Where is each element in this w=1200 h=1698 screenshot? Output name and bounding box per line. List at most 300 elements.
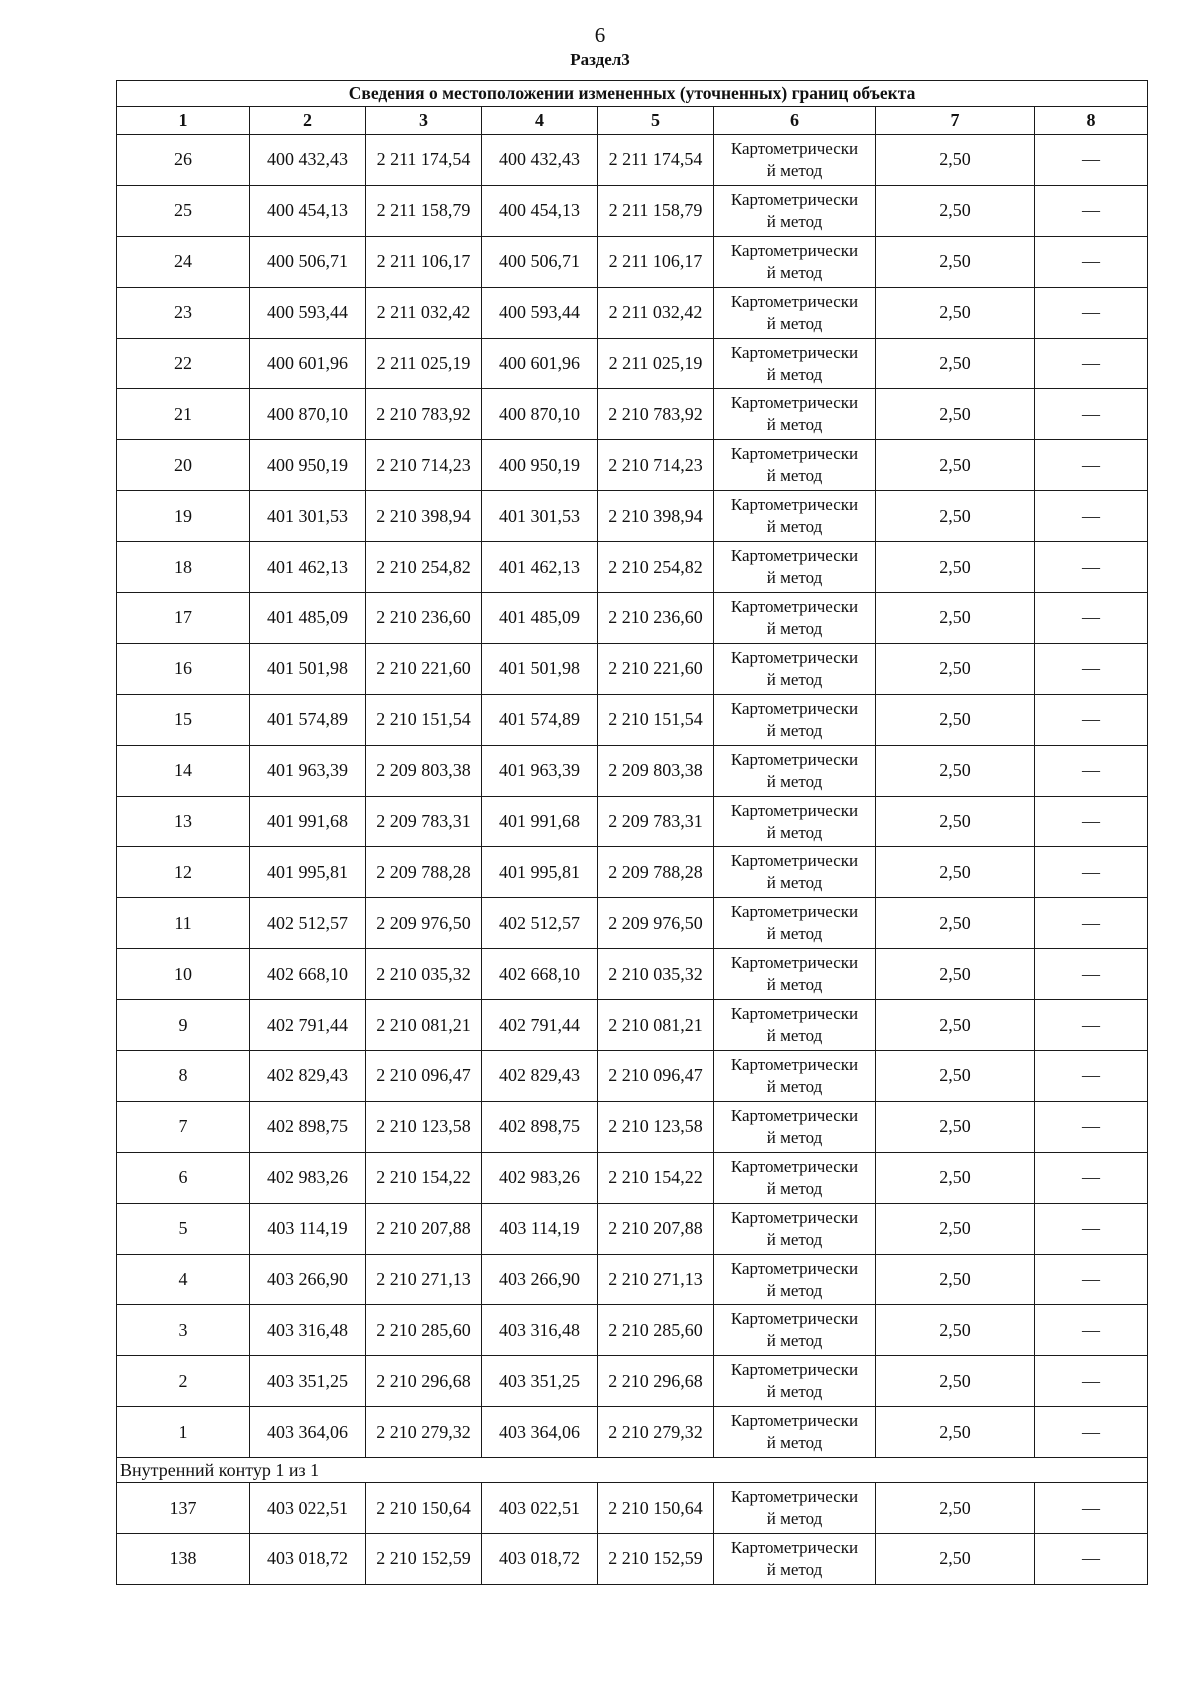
x-new-cell: 403 351,25: [482, 1356, 598, 1407]
table-row: [117, 643, 1148, 694]
y-old-cell: 2 209 803,38: [366, 745, 482, 796]
accuracy-cell: 2,50: [876, 185, 1035, 236]
description-cell: —: [1035, 593, 1148, 644]
y-new-cell: 2 211 106,17: [598, 236, 714, 287]
method-line: й метод: [766, 924, 823, 944]
y-new-cell: 2 209 803,38: [598, 745, 714, 796]
description-cell: —: [1035, 1534, 1148, 1585]
method-line: й метод: [766, 466, 823, 486]
description-cell: —: [1035, 338, 1148, 389]
x-old-cell: 400 506,71: [250, 236, 366, 287]
table-row: [117, 1000, 1148, 1051]
description-cell: —: [1035, 1483, 1148, 1534]
method-cell: [714, 949, 876, 1000]
y-old-cell: 2 210 221,60: [366, 643, 482, 694]
point-number-cell: 12: [117, 847, 250, 898]
method-line: й метод: [766, 568, 823, 588]
y-new-cell: 2 210 123,58: [598, 1101, 714, 1152]
table-row: [117, 1407, 1148, 1458]
point-number-cell: 7: [117, 1101, 250, 1152]
method-cell: [714, 745, 876, 796]
method-line: Картометрически: [730, 189, 859, 209]
table-row: [117, 1152, 1148, 1203]
description-cell: —: [1035, 1203, 1148, 1254]
method-line: й метод: [766, 771, 823, 791]
point-number-cell: 137: [117, 1483, 250, 1534]
x-new-cell: 403 114,19: [482, 1203, 598, 1254]
x-new-cell: 400 432,43: [482, 135, 598, 186]
method-line: Картометрически: [730, 393, 859, 413]
method-line: й метод: [766, 211, 823, 231]
method-cell: [714, 1203, 876, 1254]
method-line: Картометрически: [730, 1207, 859, 1227]
y-new-cell: 2 210 783,92: [598, 389, 714, 440]
y-new-cell: 2 210 285,60: [598, 1305, 714, 1356]
column-number: 6: [714, 107, 876, 135]
method-line: й метод: [766, 975, 823, 995]
accuracy-cell: 2,50: [876, 745, 1035, 796]
table-row: [117, 440, 1148, 491]
accuracy-cell: 2,50: [876, 796, 1035, 847]
y-new-cell: 2 210 096,47: [598, 1051, 714, 1102]
x-old-cell: 403 316,48: [250, 1305, 366, 1356]
x-old-cell: 400 950,19: [250, 440, 366, 491]
point-number-cell: 16: [117, 643, 250, 694]
y-old-cell: 2 210 254,82: [366, 542, 482, 593]
method-line: й метод: [766, 160, 823, 180]
x-new-cell: 403 316,48: [482, 1305, 598, 1356]
accuracy-cell: 2,50: [876, 1534, 1035, 1585]
y-old-cell: 2 210 035,32: [366, 949, 482, 1000]
table-row: [117, 694, 1148, 745]
inner-contour-label: Внутренний контур 1 из 1: [117, 1458, 1148, 1483]
y-new-cell: 2 211 158,79: [598, 185, 714, 236]
method-line: й метод: [766, 1026, 823, 1046]
accuracy-cell: 2,50: [876, 898, 1035, 949]
accuracy-cell: 2,50: [876, 694, 1035, 745]
description-cell: —: [1035, 236, 1148, 287]
y-old-cell: 2 210 123,58: [366, 1101, 482, 1152]
method-line: Картометрически: [730, 647, 859, 667]
method-line: Картометрически: [730, 1537, 859, 1557]
x-old-cell: 402 983,26: [250, 1152, 366, 1203]
accuracy-cell: 2,50: [876, 236, 1035, 287]
x-new-cell: 403 018,72: [482, 1534, 598, 1585]
method-cell: [714, 389, 876, 440]
description-cell: —: [1035, 796, 1148, 847]
method-cell: [714, 898, 876, 949]
method-line: Картометрически: [730, 138, 859, 158]
table-row: [117, 1254, 1148, 1305]
method-line: й метод: [766, 1280, 823, 1300]
x-new-cell: 403 022,51: [482, 1483, 598, 1534]
page-number: 6: [594, 23, 606, 47]
x-old-cell: 402 791,44: [250, 1000, 366, 1051]
accuracy-cell: 2,50: [876, 643, 1035, 694]
table-caption: Сведения о местоположении измененных (уточненных) границ объекта: [117, 81, 1148, 107]
table-row: [117, 847, 1148, 898]
description-cell: —: [1035, 847, 1148, 898]
table-row: [117, 542, 1148, 593]
accuracy-cell: 2,50: [876, 491, 1035, 542]
accuracy-cell: 2,50: [876, 1000, 1035, 1051]
table-row: [117, 1356, 1148, 1407]
x-new-cell: 401 485,09: [482, 593, 598, 644]
y-old-cell: 2 211 032,42: [366, 287, 482, 338]
x-new-cell: 402 829,43: [482, 1051, 598, 1102]
x-old-cell: 402 512,57: [250, 898, 366, 949]
accuracy-cell: 2,50: [876, 1305, 1035, 1356]
table-row: [117, 1305, 1148, 1356]
point-number-cell: 8: [117, 1051, 250, 1102]
column-number-row: [117, 107, 1148, 135]
method-cell: [714, 1254, 876, 1305]
description-cell: —: [1035, 1356, 1148, 1407]
method-cell: [714, 491, 876, 542]
method-line: Картометрически: [730, 495, 859, 515]
x-new-cell: 402 983,26: [482, 1152, 598, 1203]
method-line: й метод: [766, 618, 823, 638]
method-line: Картометрически: [730, 342, 859, 362]
point-number-cell: 22: [117, 338, 250, 389]
method-line: й метод: [766, 1229, 823, 1249]
accuracy-cell: 2,50: [876, 1483, 1035, 1534]
method-line: Картометрически: [730, 902, 859, 922]
point-number-cell: 14: [117, 745, 250, 796]
x-new-cell: 401 574,89: [482, 694, 598, 745]
method-line: й метод: [766, 669, 823, 689]
y-new-cell: 2 209 788,28: [598, 847, 714, 898]
y-new-cell: 2 210 236,60: [598, 593, 714, 644]
method-cell: [714, 1407, 876, 1458]
x-old-cell: 403 022,51: [250, 1483, 366, 1534]
y-new-cell: 2 210 207,88: [598, 1203, 714, 1254]
y-new-cell: 2 210 398,94: [598, 491, 714, 542]
x-old-cell: 401 995,81: [250, 847, 366, 898]
y-new-cell: 2 211 025,19: [598, 338, 714, 389]
y-old-cell: 2 210 096,47: [366, 1051, 482, 1102]
table-row: [117, 1483, 1148, 1534]
method-cell: [714, 694, 876, 745]
x-old-cell: 403 018,72: [250, 1534, 366, 1585]
method-cell: [714, 236, 876, 287]
method-line: Картометрически: [730, 749, 859, 769]
x-old-cell: 401 963,39: [250, 745, 366, 796]
method-line: Картометрически: [730, 1487, 859, 1507]
x-old-cell: 401 485,09: [250, 593, 366, 644]
method-line: й метод: [766, 1433, 823, 1453]
point-number-cell: 20: [117, 440, 250, 491]
method-cell: [714, 542, 876, 593]
method-cell: [714, 796, 876, 847]
description-cell: —: [1035, 389, 1148, 440]
accuracy-cell: 2,50: [876, 1356, 1035, 1407]
method-line: й метод: [766, 1127, 823, 1147]
y-old-cell: 2 211 158,79: [366, 185, 482, 236]
method-line: Картометрически: [730, 546, 859, 566]
method-cell: [714, 440, 876, 491]
point-number-cell: 2: [117, 1356, 250, 1407]
description-cell: —: [1035, 1152, 1148, 1203]
accuracy-cell: 2,50: [876, 389, 1035, 440]
method-cell: [714, 1101, 876, 1152]
table-row: [117, 898, 1148, 949]
description-cell: —: [1035, 1254, 1148, 1305]
method-line: Картометрически: [730, 1258, 859, 1278]
y-old-cell: 2 210 296,68: [366, 1356, 482, 1407]
y-new-cell: 2 210 254,82: [598, 542, 714, 593]
accuracy-cell: 2,50: [876, 338, 1035, 389]
method-line: й метод: [766, 1331, 823, 1351]
x-old-cell: 400 601,96: [250, 338, 366, 389]
accuracy-cell: 2,50: [876, 440, 1035, 491]
description-cell: —: [1035, 491, 1148, 542]
description-cell: —: [1035, 1000, 1148, 1051]
method-cell: [714, 593, 876, 644]
table-row: [117, 1534, 1148, 1585]
x-old-cell: 400 870,10: [250, 389, 366, 440]
x-old-cell: 402 898,75: [250, 1101, 366, 1152]
y-old-cell: 2 210 783,92: [366, 389, 482, 440]
x-old-cell: 401 462,13: [250, 542, 366, 593]
x-old-cell: 403 266,90: [250, 1254, 366, 1305]
method-line: Картометрически: [730, 444, 859, 464]
method-line: й метод: [766, 313, 823, 333]
description-cell: —: [1035, 694, 1148, 745]
point-number-cell: 23: [117, 287, 250, 338]
y-old-cell: 2 210 285,60: [366, 1305, 482, 1356]
accuracy-cell: 2,50: [876, 949, 1035, 1000]
method-line: й метод: [766, 720, 823, 740]
method-line: Картометрически: [730, 1156, 859, 1176]
x-new-cell: 401 301,53: [482, 491, 598, 542]
method-line: й метод: [766, 364, 823, 384]
table-row: [117, 745, 1148, 796]
point-number-cell: 9: [117, 1000, 250, 1051]
y-old-cell: 2 210 154,22: [366, 1152, 482, 1203]
method-line: й метод: [766, 517, 823, 537]
x-new-cell: 402 898,75: [482, 1101, 598, 1152]
table-row: [117, 1203, 1148, 1254]
method-cell: [714, 1152, 876, 1203]
description-cell: —: [1035, 949, 1148, 1000]
y-new-cell: 2 210 271,13: [598, 1254, 714, 1305]
method-cell: [714, 1000, 876, 1051]
table-row: [117, 796, 1148, 847]
y-old-cell: 2 211 106,17: [366, 236, 482, 287]
point-number-cell: 26: [117, 135, 250, 186]
method-line: й метод: [766, 1178, 823, 1198]
accuracy-cell: 2,50: [876, 1152, 1035, 1203]
x-old-cell: 402 829,43: [250, 1051, 366, 1102]
y-old-cell: 2 210 150,64: [366, 1483, 482, 1534]
column-number: 5: [598, 107, 714, 135]
method-line: Картометрически: [730, 1411, 859, 1431]
x-old-cell: 401 501,98: [250, 643, 366, 694]
method-line: Картометрически: [730, 1105, 859, 1125]
method-line: й метод: [766, 262, 823, 282]
x-old-cell: 403 114,19: [250, 1203, 366, 1254]
y-old-cell: 2 210 081,21: [366, 1000, 482, 1051]
method-cell: [714, 1305, 876, 1356]
column-number: 2: [250, 107, 366, 135]
table-row: [117, 1051, 1148, 1102]
x-new-cell: 401 991,68: [482, 796, 598, 847]
description-cell: —: [1035, 287, 1148, 338]
point-number-cell: 6: [117, 1152, 250, 1203]
x-old-cell: 402 668,10: [250, 949, 366, 1000]
x-new-cell: 402 512,57: [482, 898, 598, 949]
y-old-cell: 2 210 279,32: [366, 1407, 482, 1458]
method-line: й метод: [766, 1509, 823, 1529]
description-cell: —: [1035, 643, 1148, 694]
inner-contour-row: [117, 1458, 1148, 1483]
method-cell: [714, 1356, 876, 1407]
x-new-cell: 400 454,13: [482, 185, 598, 236]
boundary-coordinates-table: [116, 80, 1148, 1585]
y-new-cell: 2 210 296,68: [598, 1356, 714, 1407]
description-cell: —: [1035, 185, 1148, 236]
accuracy-cell: 2,50: [876, 847, 1035, 898]
method-cell: [714, 338, 876, 389]
y-new-cell: 2 210 154,22: [598, 1152, 714, 1203]
point-number-cell: 24: [117, 236, 250, 287]
y-new-cell: 2 210 081,21: [598, 1000, 714, 1051]
x-new-cell: 400 870,10: [482, 389, 598, 440]
y-new-cell: 2 210 150,64: [598, 1483, 714, 1534]
point-number-cell: 10: [117, 949, 250, 1000]
x-new-cell: 400 950,19: [482, 440, 598, 491]
method-line: Картометрически: [730, 851, 859, 871]
method-line: й метод: [766, 415, 823, 435]
table-row: [117, 491, 1148, 542]
description-cell: —: [1035, 135, 1148, 186]
column-number: 3: [366, 107, 482, 135]
y-new-cell: 2 210 221,60: [598, 643, 714, 694]
accuracy-cell: 2,50: [876, 1101, 1035, 1152]
x-old-cell: 403 351,25: [250, 1356, 366, 1407]
method-line: й метод: [766, 1559, 823, 1579]
table-row: [117, 135, 1148, 186]
accuracy-cell: 2,50: [876, 1254, 1035, 1305]
x-old-cell: 400 593,44: [250, 287, 366, 338]
x-old-cell: 400 454,13: [250, 185, 366, 236]
point-number-cell: 19: [117, 491, 250, 542]
column-number: 7: [876, 107, 1035, 135]
x-new-cell: 401 462,13: [482, 542, 598, 593]
description-cell: —: [1035, 542, 1148, 593]
description-cell: —: [1035, 745, 1148, 796]
table-row: [117, 236, 1148, 287]
accuracy-cell: 2,50: [876, 1407, 1035, 1458]
method-line: Картометрически: [730, 1360, 859, 1380]
y-new-cell: 2 210 714,23: [598, 440, 714, 491]
table-row: [117, 389, 1148, 440]
table-row: [117, 338, 1148, 389]
y-new-cell: 2 210 279,32: [598, 1407, 714, 1458]
y-old-cell: 2 210 236,60: [366, 593, 482, 644]
description-cell: —: [1035, 898, 1148, 949]
y-new-cell: 2 211 032,42: [598, 287, 714, 338]
point-number-cell: 138: [117, 1534, 250, 1585]
x-new-cell: 402 791,44: [482, 1000, 598, 1051]
x-new-cell: 403 364,06: [482, 1407, 598, 1458]
y-new-cell: 2 210 035,32: [598, 949, 714, 1000]
x-old-cell: 403 364,06: [250, 1407, 366, 1458]
table-row: [117, 949, 1148, 1000]
x-new-cell: 401 501,98: [482, 643, 598, 694]
method-cell: [714, 1051, 876, 1102]
y-old-cell: 2 211 025,19: [366, 338, 482, 389]
x-new-cell: 402 668,10: [482, 949, 598, 1000]
x-old-cell: 401 301,53: [250, 491, 366, 542]
description-cell: —: [1035, 1407, 1148, 1458]
y-old-cell: 2 211 174,54: [366, 135, 482, 186]
method-cell: [714, 643, 876, 694]
y-old-cell: 2 209 976,50: [366, 898, 482, 949]
description-cell: —: [1035, 1051, 1148, 1102]
y-old-cell: 2 210 152,59: [366, 1534, 482, 1585]
y-new-cell: 2 211 174,54: [598, 135, 714, 186]
x-new-cell: 401 963,39: [482, 745, 598, 796]
method-cell: [714, 847, 876, 898]
description-cell: —: [1035, 1305, 1148, 1356]
y-old-cell: 2 210 271,13: [366, 1254, 482, 1305]
method-line: Картометрически: [730, 698, 859, 718]
y-old-cell: 2 209 788,28: [366, 847, 482, 898]
section-title: Раздел3: [570, 50, 630, 69]
method-line: Картометрически: [730, 596, 859, 616]
y-old-cell: 2 210 151,54: [366, 694, 482, 745]
table-row: [117, 593, 1148, 644]
table-row: [117, 1101, 1148, 1152]
description-cell: —: [1035, 1101, 1148, 1152]
point-number-cell: 4: [117, 1254, 250, 1305]
point-number-cell: 3: [117, 1305, 250, 1356]
point-number-cell: 17: [117, 593, 250, 644]
point-number-cell: 21: [117, 389, 250, 440]
point-number-cell: 18: [117, 542, 250, 593]
x-old-cell: 400 432,43: [250, 135, 366, 186]
x-new-cell: 401 995,81: [482, 847, 598, 898]
y-new-cell: 2 209 783,31: [598, 796, 714, 847]
method-line: й метод: [766, 822, 823, 842]
x-new-cell: 400 593,44: [482, 287, 598, 338]
accuracy-cell: 2,50: [876, 593, 1035, 644]
point-number-cell: 1: [117, 1407, 250, 1458]
y-new-cell: 2 210 152,59: [598, 1534, 714, 1585]
y-old-cell: 2 210 207,88: [366, 1203, 482, 1254]
description-cell: —: [1035, 440, 1148, 491]
column-number: 4: [482, 107, 598, 135]
accuracy-cell: 2,50: [876, 287, 1035, 338]
method-cell: [714, 1483, 876, 1534]
method-cell: [714, 1534, 876, 1585]
table-caption-row: [117, 81, 1148, 107]
method-line: Картометрически: [730, 800, 859, 820]
table-row: [117, 185, 1148, 236]
method-line: й метод: [766, 1076, 823, 1096]
table-row: [117, 287, 1148, 338]
y-new-cell: 2 209 976,50: [598, 898, 714, 949]
x-new-cell: 400 601,96: [482, 338, 598, 389]
column-number: 1: [117, 107, 250, 135]
point-number-cell: 5: [117, 1203, 250, 1254]
x-new-cell: 400 506,71: [482, 236, 598, 287]
y-old-cell: 2 210 398,94: [366, 491, 482, 542]
x-old-cell: 401 574,89: [250, 694, 366, 745]
point-number-cell: 15: [117, 694, 250, 745]
